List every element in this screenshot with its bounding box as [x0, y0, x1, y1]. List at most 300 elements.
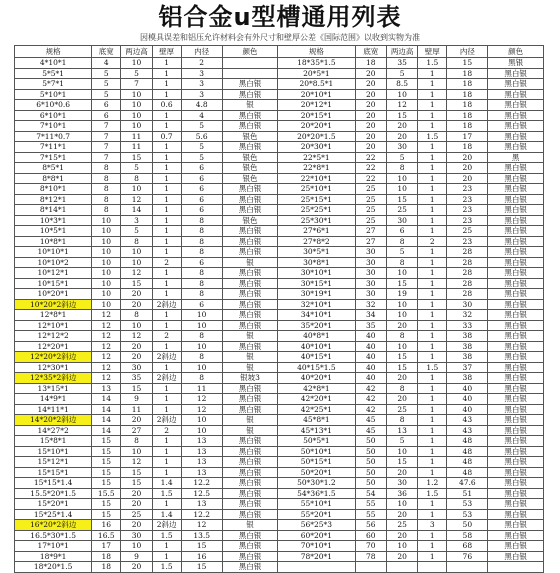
page-title: 铝合金u型槽通用列表	[158, 3, 402, 31]
table-cell: 32	[355, 299, 386, 310]
table-cell: 1.4	[152, 478, 181, 489]
table-cell: 黑白银	[488, 205, 544, 216]
table-cell: 8	[92, 184, 121, 195]
table-row	[15, 404, 544, 415]
table-cell: 1	[152, 58, 181, 69]
table-cell: 1	[152, 551, 181, 562]
table-cell: 32	[447, 310, 488, 321]
table-cell: 38	[447, 373, 488, 384]
table-cell: 1	[418, 551, 447, 562]
table-cell: 30*10*1	[278, 268, 355, 279]
table-cell: 20	[447, 152, 488, 163]
table-cell: 1.2	[418, 478, 447, 489]
table-cell: 20*8.5*1	[278, 79, 355, 90]
table-cell: 30	[386, 215, 417, 226]
table-row	[15, 530, 544, 541]
table-cell: 1	[418, 509, 447, 520]
table-cell: 20	[355, 89, 386, 100]
table-cell: 黑白银	[222, 299, 278, 310]
table-cell: 50*15*1	[278, 457, 355, 468]
table-row	[15, 58, 544, 69]
table-cell: 黑白银	[488, 415, 544, 426]
table-cell: 2	[152, 257, 181, 268]
table-cell: 16.5*30*1.5	[15, 530, 92, 541]
column-header: 壁厚	[152, 46, 181, 58]
table-cell: 18*9*1	[15, 551, 92, 562]
table-cell: 1	[418, 446, 447, 457]
table-cell: 10*12*1	[15, 268, 92, 279]
table-cell: 27*8*2	[278, 236, 355, 247]
table-cell: 8	[92, 173, 121, 184]
table-cell: 黑白银	[488, 68, 544, 79]
table-cell: 1	[152, 163, 181, 174]
table-cell: 15	[386, 278, 417, 289]
table-cell: 78*20*1	[278, 551, 355, 562]
table-row	[15, 173, 544, 184]
table-cell: 黑白银	[222, 110, 278, 121]
table-cell: 20	[355, 142, 386, 153]
table-cell: 10	[181, 341, 222, 352]
table-cell: 银	[222, 352, 278, 363]
table-cell: 8	[121, 173, 152, 184]
table-cell: 8	[121, 310, 152, 321]
table-cell: 5*5*1	[15, 68, 92, 79]
table-cell: 2斜边	[152, 373, 181, 384]
table-cell: 14*9*1	[15, 394, 92, 405]
table-cell: 14	[92, 404, 121, 415]
table-cell: 20	[447, 173, 488, 184]
table-cell: 12	[121, 331, 152, 342]
table-cell: 1	[418, 299, 447, 310]
table-cell: 55*10*1	[278, 499, 355, 510]
table-cell: 13	[92, 383, 121, 394]
table-cell: 15*15*1	[15, 467, 92, 478]
table-cell: 10	[121, 446, 152, 457]
table-cell: 1	[152, 142, 181, 153]
table-cell: 12*8*1	[15, 310, 92, 321]
table-cell: 16	[92, 520, 121, 531]
table-cell: 1	[418, 541, 447, 552]
table-cell: 1	[152, 184, 181, 195]
table-cell: 15.5*20*1.5	[15, 488, 92, 499]
table-cell: 黑白银	[488, 310, 544, 321]
table-cell: 54*36*1.5	[278, 488, 355, 499]
table-cell: 1	[152, 152, 181, 163]
table-cell: 1	[152, 121, 181, 132]
table-cell: 4	[181, 110, 222, 121]
table-cell: 0.7	[152, 131, 181, 142]
table-cell	[222, 58, 278, 69]
table-cell: 47.6	[447, 478, 488, 489]
table-cell: 20	[121, 520, 152, 531]
table-cell: 6	[386, 226, 417, 237]
table-cell: 8	[181, 289, 222, 300]
table-cell: 6*10*1	[15, 110, 92, 121]
table-cell: 1	[152, 457, 181, 468]
table-row	[15, 331, 544, 342]
table-cell: 53	[447, 509, 488, 520]
table-row	[15, 152, 544, 163]
table-cell: 28	[447, 257, 488, 268]
table-cell: 1	[418, 257, 447, 268]
table-cell: 黑白银	[488, 173, 544, 184]
table-cell: 18*20*1.5	[15, 562, 92, 573]
table-cell: 黑白银	[488, 404, 544, 415]
table-cell: 40*10*1	[278, 341, 355, 352]
table-cell: 25	[121, 509, 152, 520]
table-row	[15, 362, 544, 373]
table-cell: 27	[355, 226, 386, 237]
table-cell: 12*12*2	[15, 331, 92, 342]
table-cell: 15*25*1.4	[15, 509, 92, 520]
table-cell: 50*30*1.2	[278, 478, 355, 489]
table-cell: 40	[447, 404, 488, 415]
table-cell: 20	[386, 509, 417, 520]
table-cell: 30	[386, 478, 417, 489]
table-cell: 18	[447, 142, 488, 153]
table-cell: 8	[181, 226, 222, 237]
table-cell: 30	[121, 362, 152, 373]
table-cell: 8*5*1	[15, 163, 92, 174]
table-cell: 1	[418, 205, 447, 216]
table-cell: 10	[121, 58, 152, 69]
table-cell: 1	[418, 215, 447, 226]
table-cell: 黑白银	[488, 478, 544, 489]
table-cell: 1.5	[152, 530, 181, 541]
table-cell: 6	[92, 110, 121, 121]
table-cell: 48	[447, 446, 488, 457]
table-cell: 8	[92, 205, 121, 216]
table-cell: 5	[121, 163, 152, 174]
table-cell: 6	[181, 205, 222, 216]
table-cell: 15	[121, 383, 152, 394]
table-cell: 25	[355, 215, 386, 226]
table-cell: 7	[92, 131, 121, 142]
table-cell: 12*10*1	[15, 320, 92, 331]
table-cell: 10	[386, 310, 417, 321]
table-cell: 1	[152, 320, 181, 331]
table-cell: 黑白银	[222, 194, 278, 205]
table-cell: 10*15*1	[15, 278, 92, 289]
table-cell: 23	[447, 215, 488, 226]
table-cell: 20	[121, 488, 152, 499]
table-cell: 18*35*1.5	[278, 58, 355, 69]
table-cell: 10*10*1	[15, 247, 92, 258]
table-cell: 13	[181, 499, 222, 510]
table-cell: 1	[418, 404, 447, 415]
table-cell: 2	[418, 236, 447, 247]
table-cell: 15	[121, 467, 152, 478]
table-cell: 10	[386, 541, 417, 552]
table-cell: 黑白银	[222, 142, 278, 153]
table-cell: 20	[121, 562, 152, 573]
table-cell: 银	[222, 362, 278, 373]
table-cell: 银	[222, 425, 278, 436]
table-cell: 30*19*1	[278, 289, 355, 300]
table-cell: 银坡3	[222, 373, 278, 384]
table-cell: 15	[386, 110, 417, 121]
table-cell: 12*20*1	[15, 341, 92, 352]
table-cell: 7*10*1	[15, 121, 92, 132]
table-cell: 1	[418, 530, 447, 541]
table-row	[15, 352, 544, 363]
table-cell: 13	[181, 446, 222, 457]
table-cell: 18	[92, 562, 121, 573]
table-cell: 20	[386, 320, 417, 331]
table-cell: 35	[355, 320, 386, 331]
table-cell: 黑	[488, 152, 544, 163]
table-cell: 黑白银	[222, 226, 278, 237]
table-cell: 1	[152, 446, 181, 457]
table-cell: 1	[152, 362, 181, 373]
table-row	[15, 194, 544, 205]
table-cell: 10	[386, 341, 417, 352]
table-cell: 黑白银	[488, 499, 544, 510]
table-cell	[418, 562, 447, 573]
table-cell: 8	[386, 236, 417, 247]
table-cell: 10*3*1	[15, 215, 92, 226]
table-cell: 30	[355, 247, 386, 258]
page-subtitle: 因模具误差和铝压允许材料会有外尺寸和壁厚公差《国际范围》以收到实物为准	[140, 33, 420, 42]
table-cell: 5	[92, 79, 121, 90]
table-cell: 35	[386, 58, 417, 69]
table-cell: 黑白银	[222, 341, 278, 352]
table-cell: 5*10*1	[15, 89, 92, 100]
table-cell: 1	[418, 425, 447, 436]
table-cell: 23	[447, 184, 488, 195]
table-cell: 15	[92, 446, 121, 457]
table-row	[15, 226, 544, 237]
table-cell: 12.2	[181, 478, 222, 489]
table-cell: 3	[418, 520, 447, 531]
table-cell: 10	[92, 215, 121, 226]
table-cell: 10	[92, 236, 121, 247]
table-cell: 12	[181, 520, 222, 531]
table-cell: 2斜边	[152, 520, 181, 531]
table-cell: 15	[386, 194, 417, 205]
table-cell: 32*10*1	[278, 299, 355, 310]
table-cell: 15	[386, 362, 417, 373]
table-cell: 8	[121, 436, 152, 447]
table-cell: 18	[447, 100, 488, 111]
table-cell: 3	[181, 89, 222, 100]
table-cell: 20	[386, 467, 417, 478]
table-cell: 25*25*1	[278, 205, 355, 216]
table-cell: 5	[386, 247, 417, 258]
table-row	[15, 79, 544, 90]
table-cell: 50*20*1	[278, 467, 355, 478]
table-row	[15, 509, 544, 520]
table-cell: 银色	[222, 215, 278, 226]
table-cell: 8	[181, 373, 222, 384]
table-cell: 20	[386, 394, 417, 405]
table-cell: 23	[447, 236, 488, 247]
table-cell	[278, 562, 355, 573]
table-cell: 黑白银	[488, 383, 544, 394]
table-cell: 10	[386, 184, 417, 195]
table-cell: 黑白银	[488, 530, 544, 541]
table-cell: 30	[121, 530, 152, 541]
table-cell	[355, 562, 386, 573]
table-cell: 10	[92, 247, 121, 258]
table-cell: 40*20*1	[278, 373, 355, 384]
table-row	[15, 320, 544, 331]
table-cell: 14*27*2	[15, 425, 92, 436]
table-cell: 48	[447, 436, 488, 447]
table-cell: 10	[181, 425, 222, 436]
table-cell: 11	[121, 404, 152, 415]
table-cell: 22	[355, 163, 386, 174]
table-cell: 8	[181, 352, 222, 363]
table-cell: 10	[121, 541, 152, 552]
column-header: 内径	[447, 46, 488, 58]
table-cell: 1	[152, 383, 181, 394]
table-cell: 1	[152, 110, 181, 121]
table-row	[15, 278, 544, 289]
table-cell: 1	[418, 499, 447, 510]
table-cell: 6	[181, 173, 222, 184]
table-cell: 18	[447, 121, 488, 132]
table-cell: 5	[92, 89, 121, 100]
table-cell: 8	[181, 215, 222, 226]
table-cell: 7	[92, 152, 121, 163]
table-cell: 10	[92, 289, 121, 300]
table-cell: 10	[386, 268, 417, 279]
table-cell: 30	[355, 289, 386, 300]
table-cell: 1	[418, 394, 447, 405]
table-cell: 25	[447, 226, 488, 237]
table-cell: 1	[152, 394, 181, 405]
table-cell: 黑白银	[488, 194, 544, 205]
column-header: 壁厚	[418, 46, 447, 58]
table-cell: 20	[386, 131, 417, 142]
table-cell: 1	[418, 184, 447, 195]
table-cell: 黑白银	[488, 436, 544, 447]
table-cell: 50*5*1	[278, 436, 355, 447]
table-cell: 20	[121, 499, 152, 510]
table-cell: 45*8*1	[278, 415, 355, 426]
table-cell: 45*13*1	[278, 425, 355, 436]
table-cell: 20*30*1	[278, 142, 355, 153]
table-cell: 16	[181, 551, 222, 562]
table-cell: 28	[447, 247, 488, 258]
table-cell: 8	[92, 194, 121, 205]
table-cell: 13	[181, 467, 222, 478]
column-header: 规格	[278, 46, 355, 58]
table-cell: 1	[152, 499, 181, 510]
table-cell: 40*15*1	[278, 352, 355, 363]
table-cell: 34*10*1	[278, 310, 355, 321]
table-cell: 黑白银	[222, 530, 278, 541]
table-row	[15, 289, 544, 300]
table-cell: 银色	[222, 173, 278, 184]
table-cell: 10	[92, 226, 121, 237]
table-cell: 17	[92, 541, 121, 552]
table-cell: 15	[121, 152, 152, 163]
table-cell: 10	[121, 121, 152, 132]
table-cell: 1	[152, 278, 181, 289]
spec-sheet	[0, 2, 560, 572]
table-cell: 黑白银	[488, 551, 544, 562]
table-cell: 1.5	[418, 488, 447, 499]
table-cell: 78	[355, 551, 386, 562]
table-cell: 11	[121, 142, 152, 153]
table-cell: 黑白银	[488, 352, 544, 363]
table-cell: 黑白银	[488, 488, 544, 499]
table-cell: 8*12*1	[15, 194, 92, 205]
column-header: 底宽	[355, 46, 386, 58]
table-cell: 黑白银	[488, 520, 544, 531]
column-header: 内径	[181, 46, 222, 58]
table-cell: 18	[447, 89, 488, 100]
table-cell: 20	[355, 68, 386, 79]
table-cell: 黑白银	[488, 247, 544, 258]
table-cell: 60	[355, 530, 386, 541]
table-cell: 38	[447, 352, 488, 363]
table-cell: 8	[386, 163, 417, 174]
table-row	[15, 68, 544, 79]
table-cell: 50	[355, 478, 386, 489]
table-cell: 黑白银	[488, 89, 544, 100]
table-cell: 25*10*1	[278, 184, 355, 195]
table-cell: 23	[447, 194, 488, 205]
table-cell: 1	[418, 436, 447, 447]
table-row	[15, 341, 544, 352]
table-row	[15, 89, 544, 100]
table-cell: 黑白银	[222, 488, 278, 499]
table-cell: 15*10*1	[15, 446, 92, 457]
table-cell: 7*15*1	[15, 152, 92, 163]
table-row	[15, 446, 544, 457]
table-cell: 12	[92, 362, 121, 373]
table-cell: 12*35*2斜边	[15, 373, 92, 384]
table-cell: 1	[418, 383, 447, 394]
table-cell: 20	[355, 79, 386, 90]
table-cell: 10	[92, 257, 121, 268]
table-body	[15, 58, 544, 573]
column-header: 两边高	[386, 46, 417, 58]
table-cell: 40*8*1	[278, 331, 355, 342]
table-cell: 银色	[222, 163, 278, 174]
table-cell: 黑白银	[488, 541, 544, 552]
table-cell: 1	[152, 79, 181, 90]
table-cell: 45	[355, 425, 386, 436]
table-cell: 58	[447, 530, 488, 541]
table-cell: 10	[92, 299, 121, 310]
table-cell: 黑白银	[488, 226, 544, 237]
table-cell: 12	[386, 100, 417, 111]
table-cell: 黑白银	[222, 320, 278, 331]
table-row	[15, 100, 544, 111]
table-cell: 11	[181, 383, 222, 394]
table-cell: 1	[152, 541, 181, 552]
table-cell: 4.8	[181, 100, 222, 111]
table-cell: 1	[418, 247, 447, 258]
table-cell: 黑白银	[222, 394, 278, 405]
table-cell: 黑白银	[222, 89, 278, 100]
table-cell: 8	[92, 163, 121, 174]
table-cell: 银	[222, 520, 278, 531]
table-row	[15, 257, 544, 268]
table-row	[15, 436, 544, 447]
table-cell: 28	[447, 289, 488, 300]
table-cell: 48	[447, 457, 488, 468]
table-cell: 20*12*1	[278, 100, 355, 111]
table-cell: 12	[92, 341, 121, 352]
table-cell: 10	[121, 110, 152, 121]
table-cell: 27*6*1	[278, 226, 355, 237]
table-cell: 1	[418, 268, 447, 279]
